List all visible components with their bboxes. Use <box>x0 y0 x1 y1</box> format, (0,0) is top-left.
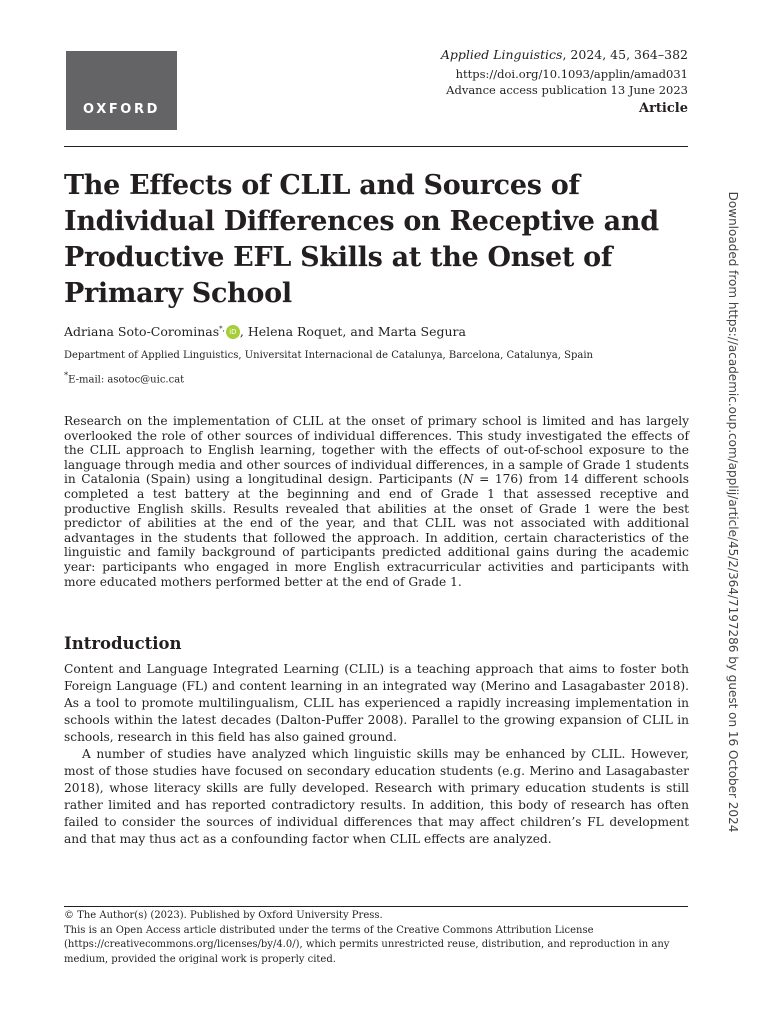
author-list <box>64 321 466 340</box>
journal-citation <box>441 47 688 63</box>
advance-access-date: Advance access publication 13 June 2023 <box>446 83 688 97</box>
section-heading-introduction: Introduction <box>64 634 182 653</box>
orcid-icon[interactable]: iD <box>226 325 240 339</box>
article-meta <box>441 47 688 117</box>
abstract-n-symbol: N <box>462 472 474 487</box>
author-name-first: Adriana Soto-Corominas <box>64 324 220 340</box>
journal-volume-pages: , 2024, 45, 364–382 <box>562 47 688 62</box>
license-statement: This is an Open Access article distributed under the terms of the Creative Commons Attribution License (https://creativecommons.org/licenses/by/4.0/), which permits unrestricted reuse, distribution, and reproduction in any medium, provided the original work is properly cited. <box>64 924 670 965</box>
header-divider <box>64 146 688 147</box>
affiliation: Department of Applied Linguistics, Universitat Internacional de Catalunya, Barcelona, Catalunya, Spain <box>64 350 593 361</box>
abstract <box>64 414 689 589</box>
introduction-body <box>64 661 689 848</box>
article-type-label: Article <box>638 101 688 116</box>
publisher-logo-text: OXFORD <box>83 102 160 117</box>
download-watermark-text: Downloaded from https://academic.oup.com/applij/article/45/2/364/7197286 by guest on 16 October 2024 <box>726 191 740 833</box>
journal-name: Applied Linguistics <box>440 47 563 62</box>
footer-divider <box>64 906 688 907</box>
doi-link[interactable]: https://doi.org/10.1093/applin/amad031 <box>455 67 688 81</box>
download-watermark <box>726 191 743 833</box>
publisher-logo <box>66 51 177 130</box>
corresponding-email <box>64 369 184 386</box>
abstract-part-1: Research on the implementation of CLIL at the onset of primary school is limited and has largely overlooked the role of other sources of individual differences. This study investigated the effects of the CLIL approach to English learning, together with the effects of out-of-school exposure to the language through media and other sources of individual differences, in a sample of Grade 1 students in Catalonia (Spain) using a longitudinal design. Participants ( <box>64 414 689 487</box>
intro-paragraph: Content and Language Integrated Learning (CLIL) is a teaching approach that aims to foster both Foreign Language (FL) and content learning in an integrated way (Merino and Lasagabaster 2018). As a tool to promote multilingualism, CLIL has experienced a rapidly increasing implementation in schools within the latest decades (Dalton-Puffer 2008). Parallel to the growing expansion of CLIL in schools, research in this field has also gained ground. <box>64 662 689 744</box>
corresponding-author-mark: *, <box>219 325 225 333</box>
abstract-part-2: = 176) from 14 different schools completed a test battery at the beginning and end of Grade 1 that assessed receptive and productive English skills. Results revealed that abilities at the onset of Grade 1 were the best predictor of abilities at the end of the year, and that CLIL was not associated with additional advantages in the students that followed the approach. In addition, certain characteristics of the linguistic and family background of participants predicted additional gains during the academic year: participants who engaged in more English extracurricular activities and participants with more educated mothers performed better at the end of Grade 1. <box>64 472 690 589</box>
license-footer <box>64 909 688 967</box>
copyright-notice: © The Author(s) (2023). Published by Oxford University Press. <box>64 910 383 921</box>
email-text: E-mail: asotoc@uic.cat <box>68 374 185 386</box>
intro-paragraph: A number of studies have analyzed which linguistic skills may be enhanced by CLIL. However, most of those studies have focused on secondary education students (e.g. Merino and Lasagabaster 2018), whose literacy skills are fully developed. Research with primary education students is still rather limited and has reported contradictory results. In addition, this body of research has often failed to consider the sources of individual differences that may affect children’s FL development and that may thus act as a confounding factor when CLIL effects are analyzed. <box>64 747 689 846</box>
email-mark: * <box>64 370 69 380</box>
article-title: The Effects of CLIL and Sources of Individual Differences on Receptive and Productive EFL Skills at the Onset of Primary School <box>64 170 659 309</box>
author-names-rest: , Helena Roquet, and Marta Segura <box>239 324 466 340</box>
